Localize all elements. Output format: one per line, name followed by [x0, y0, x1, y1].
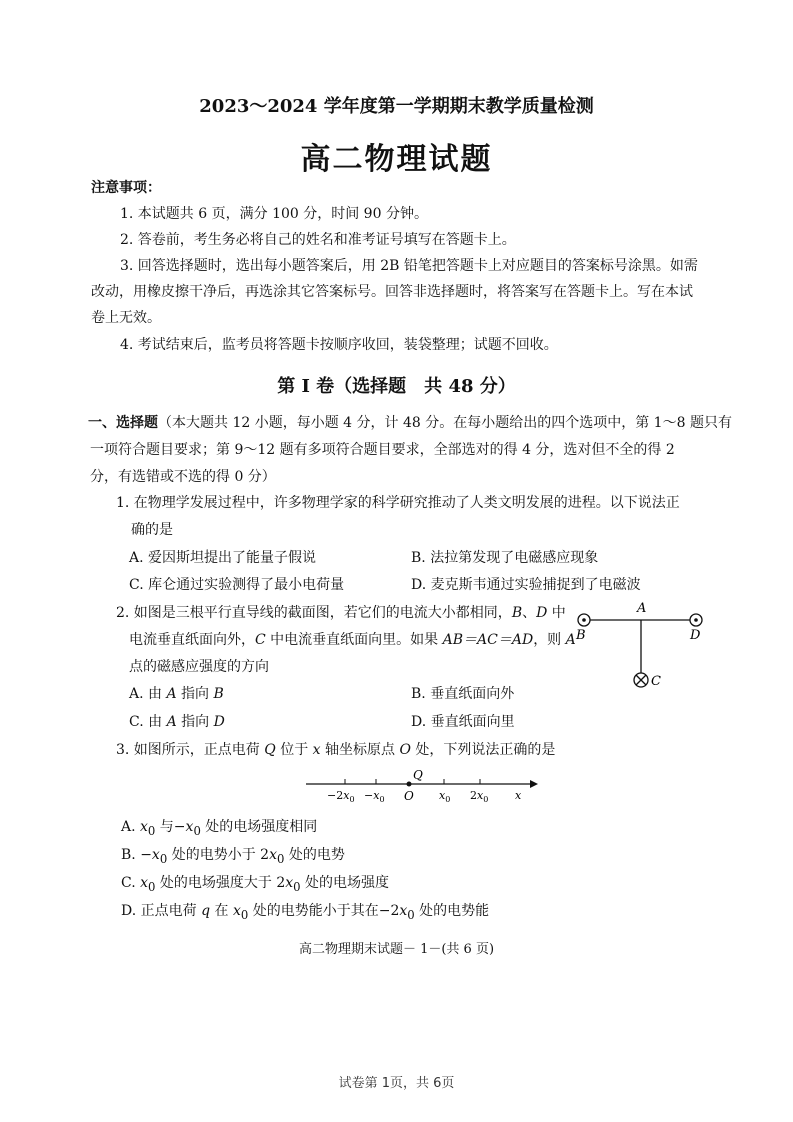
- subscript: 0: [193, 823, 201, 838]
- subscript: 0: [276, 851, 285, 866]
- q2-text: 、: [522, 605, 537, 621]
- var-x: x: [269, 847, 277, 863]
- option-text: D. 正点电荷: [121, 903, 202, 919]
- q3-axis-figure: [300, 766, 540, 806]
- q1-stem-line-2: 确的是: [131, 522, 173, 538]
- q3-text: 位于: [275, 742, 313, 758]
- tick-text: −: [364, 789, 374, 802]
- tick-text: 2: [336, 789, 344, 802]
- var-q: Q: [264, 742, 276, 758]
- q2-stem-line-1: [116, 604, 566, 622]
- var-x: x: [232, 903, 241, 919]
- equation: AB＝AC＝AD: [442, 632, 534, 648]
- section-instructions-line-2: 一项符合题目要求；第 9～12 题有多项符合题目要求，全部选对的得 4 分，选对但不全的得 2: [90, 442, 675, 458]
- var-d: D: [536, 605, 548, 621]
- option-text: B. −: [121, 847, 152, 863]
- q3-stem: [116, 741, 555, 759]
- var-x: x: [185, 819, 194, 835]
- option-text: A. 由: [129, 686, 167, 702]
- var-q: q: [201, 903, 211, 919]
- q1-stem-line-1: 1. 在物理学发展过程中，许多物理学家的科学研究推动了人类文明发展的进程。以下说法正: [116, 495, 680, 511]
- var-b: B: [511, 605, 523, 621]
- var-d: D: [213, 714, 225, 730]
- var-b: B: [213, 686, 224, 702]
- section-instructions-line-1: [88, 414, 732, 432]
- q2-text: 电流垂直纸面向外，: [129, 632, 255, 648]
- q2-stem-line-2: [129, 631, 576, 649]
- note-item-2: 2. 答卷前，考生务必将自己的姓名和准考证号填写在答题卡上。: [120, 232, 516, 248]
- subscript: 0: [159, 851, 168, 866]
- section-instructions-line-3: 分，有选错或不选的得 0 分）: [90, 469, 276, 485]
- var-a: A: [565, 632, 576, 648]
- axis-arrow-icon: [530, 780, 538, 788]
- var-x: x: [151, 847, 160, 863]
- note-item-1: 1. 本试题共 6 页，满分 100 分，时间 90 分钟。: [120, 206, 428, 222]
- note-item-3-line-3: 卷上无效。: [91, 310, 161, 326]
- label-q: Q: [413, 768, 423, 782]
- dot-icon: [582, 618, 586, 622]
- var-a: A: [166, 686, 177, 702]
- exam-header: 2023～2024 学年度第一学期期末教学质量检测: [199, 96, 594, 117]
- q2-wire-figure: [570, 598, 715, 698]
- tick-text: x: [373, 789, 380, 802]
- q3-option-d: [121, 902, 489, 924]
- tick-text: x: [477, 789, 484, 802]
- q2-option-d: D. 垂直纸面向里: [411, 714, 515, 730]
- q3-text: 3. 如图所示，正点电荷: [116, 742, 265, 758]
- q3-text: 处，下列说法正确的是: [410, 742, 556, 758]
- option-text: 处的电场强度: [300, 875, 390, 891]
- var-x: x: [285, 875, 294, 891]
- var-a: A: [166, 714, 177, 730]
- option-text: A.: [121, 819, 141, 835]
- part-label: 一、选择题: [88, 415, 158, 431]
- label-c: C: [651, 674, 661, 689]
- q2-stem-line-3: 点的磁感应强度的方向: [129, 659, 269, 675]
- var-x: x: [140, 819, 148, 835]
- paper-title: 高二物理试题: [300, 142, 493, 177]
- q2-text: 中: [547, 605, 566, 621]
- instructions-text: （本大题共 12 小题，每小题 4 分，计 48 分。在每小题给出的四个选项中，第 1～8 题只有: [158, 415, 732, 431]
- subscript: 0: [407, 907, 415, 922]
- var-x: x: [312, 742, 321, 758]
- scan-page-indicator: 试卷第 1页，共 6页: [338, 1076, 455, 1091]
- var-o: O: [399, 742, 411, 758]
- option-text: 在: [210, 903, 233, 919]
- option-text: 处的电场强度相同: [200, 819, 318, 835]
- q3-option-b: [121, 846, 345, 868]
- charge-q-icon: [407, 782, 412, 787]
- tick-label-origin: O: [404, 789, 414, 803]
- option-text: 处的电势能: [414, 903, 490, 919]
- tick-text: x: [343, 789, 350, 802]
- var-x: x: [140, 875, 149, 891]
- label-d: D: [690, 628, 701, 643]
- q2-option-b: B. 垂直纸面向外: [411, 686, 515, 702]
- var-x: x: [399, 903, 408, 919]
- tick-label-mx0: [364, 789, 385, 804]
- option-text: 处的电势能小于其在−2: [248, 903, 400, 919]
- tick-label-m2x0: [327, 789, 355, 804]
- label-b: B: [576, 628, 586, 643]
- section-title: 第 Ⅰ 卷（选择题 共 48 分）: [277, 376, 516, 397]
- tick-text: 0: [349, 795, 355, 804]
- subscript: 0: [147, 823, 156, 838]
- tick-label-x0: [439, 789, 450, 804]
- option-text: 处的电场强度大于 2: [155, 875, 286, 891]
- option-text: 与−: [155, 819, 186, 835]
- option-text: C.: [121, 875, 141, 891]
- tick-text: 2: [470, 789, 477, 802]
- subscript: 0: [293, 879, 301, 894]
- option-text: 处的电势: [284, 847, 345, 863]
- q2-text: ，则: [533, 632, 566, 648]
- axis-label-x: x: [515, 789, 522, 802]
- q2-text: 中电流垂直纸面向里。如果: [265, 632, 443, 648]
- subscript: 0: [148, 879, 156, 894]
- tick-text: x: [439, 789, 446, 802]
- option-text: C. 由: [129, 714, 167, 730]
- tick-label-2x0: [470, 789, 488, 804]
- q2-option-c: [129, 713, 225, 731]
- var-c: C: [255, 632, 266, 648]
- option-text: 指向: [176, 714, 214, 730]
- option-text: 指向: [176, 686, 214, 702]
- q2-text: 2. 如图是三根平行直导线的截面图，若它们的电流大小都相同，: [116, 605, 512, 621]
- q1-option-a: A. 爱因斯坦提出了能量子假说: [129, 550, 317, 566]
- q3-option-a: [121, 818, 317, 840]
- q1-option-c: C. 库仑通过实验测得了最小电荷量: [129, 577, 345, 593]
- dot-icon: [694, 618, 698, 622]
- q2-option-a: [129, 685, 224, 703]
- tick-text: 0: [379, 795, 385, 804]
- q1-option-b: B. 法拉第发现了电磁感应现象: [411, 550, 599, 566]
- notes-heading: 注意事项：: [91, 180, 161, 196]
- subscript: 0: [240, 907, 249, 922]
- q1-option-d: D. 麦克斯韦通过实验捕捉到了电磁波: [411, 577, 641, 593]
- note-item-3-line-1: 3. 回答选择题时，选出每小题答案后，用 2B 铅笔把答题卡上对应题目的答案标号涂黑。如需: [120, 258, 698, 274]
- tick-text: −: [327, 789, 337, 802]
- note-item-4: 4. 考试结束后，监考员将答题卡按顺序收回，装袋整理；试题不回收。: [120, 337, 558, 353]
- tick-text: 0: [483, 795, 489, 804]
- page-footer: 高二物理期末试题－ 1－(共 6 页): [298, 942, 495, 957]
- option-text: 处的电势小于 2: [167, 847, 270, 863]
- q3-option-c: [121, 874, 389, 896]
- note-item-3-line-2: 改动，用橡皮擦干净后，再选涂其它答案标号。回答非选择题时，将答案写在答题卡上。写在本试: [91, 284, 693, 300]
- label-a: A: [637, 601, 647, 616]
- q3-text: 轴坐标原点: [320, 742, 400, 758]
- tick-text: 0: [445, 795, 451, 804]
